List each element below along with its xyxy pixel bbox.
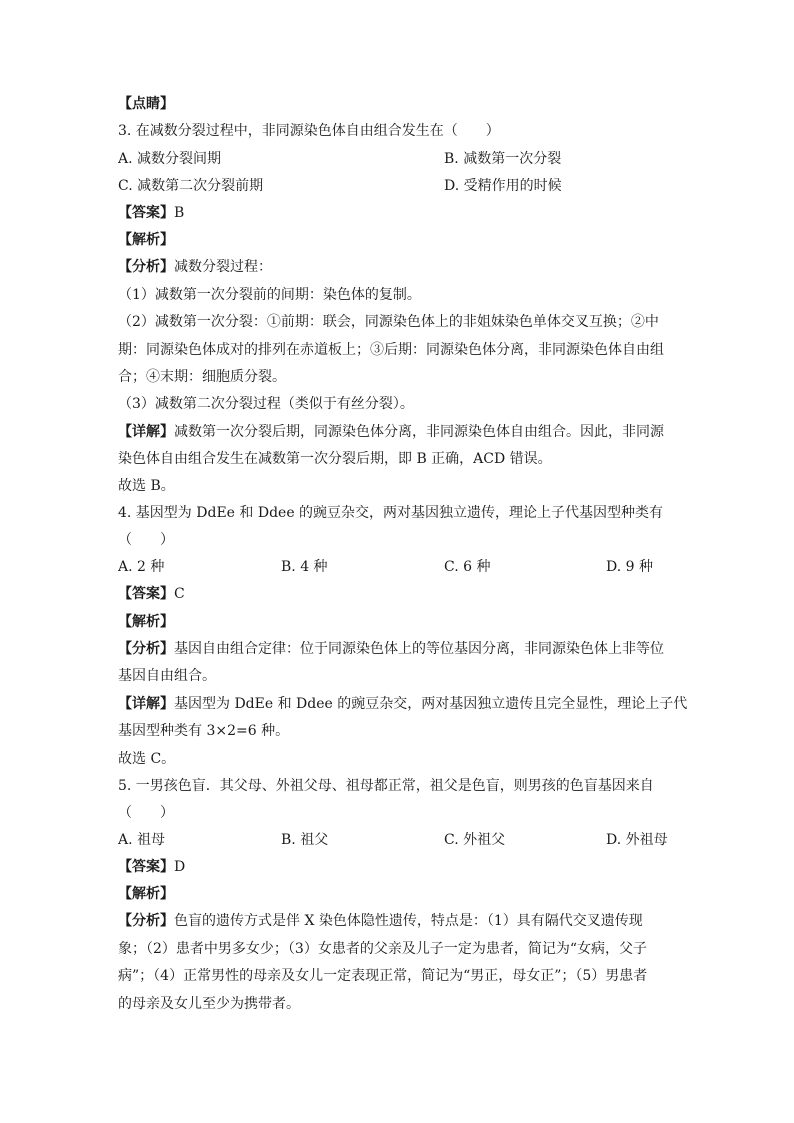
xiangjie-text: 基因型为 DdEe 和 Ddee 的豌豆杂交，两对基因独立遗传且完全显性，理论上子代 xyxy=(174,696,688,712)
q5-option-a: A. 祖母 xyxy=(118,832,166,848)
q3-fenxi xyxy=(118,257,272,277)
q4-option-d: D. 9 种 xyxy=(606,559,653,575)
fenxi-text: 减数分裂过程： xyxy=(174,259,272,275)
q4-option-c: C. 6 种 xyxy=(444,559,491,575)
q3-line-1: （1）减数第一次分裂前的间期：染色体的复制。 xyxy=(118,287,421,303)
q3-line-4: 合；④末期：细胞质分裂。 xyxy=(118,369,286,385)
q4-conclusion: 故选 C。 xyxy=(118,751,176,767)
xiangjie-tag: 【详解】 xyxy=(118,696,174,712)
q5-option-c: C. 外祖父 xyxy=(444,832,506,848)
q4-option-b: B. 4 种 xyxy=(281,559,328,575)
dianjing-tag: 【点睛】 xyxy=(118,96,174,112)
q5-fenxi-4: 的母亲及女儿至少为携带者。 xyxy=(118,996,300,1012)
q3-option-c: C. 减数第二次分裂前期 xyxy=(118,178,264,194)
q5-option-b: B. 祖父 xyxy=(281,832,329,848)
fenxi-tag: 【分析】 xyxy=(118,259,174,275)
q3-stem: 3. 在减数分裂过程中，非同源染色体自由组合发生在（ ） xyxy=(118,123,500,139)
answer-value: C xyxy=(174,586,185,602)
q3-option-d: D. 受精作用的时候 xyxy=(444,178,562,194)
fenxi-tag: 【分析】 xyxy=(118,913,174,929)
q3-line-2: （2）减数第一次分裂：①前期：联会，同源染色体上的非姐妹染色单体交叉互换；②中 xyxy=(118,314,659,330)
q3-answer xyxy=(118,203,184,223)
q4-option-a: A. 2 种 xyxy=(118,559,165,575)
q3-jiexi-tag: 【解析】 xyxy=(118,232,174,248)
fenxi-text: 色盲的遗传方式是伴 X 染色体隐性遗传，特点是：（1）具有隔代交叉遗传现 xyxy=(174,913,643,929)
q5-answer xyxy=(118,857,185,877)
q4-answer xyxy=(118,584,185,604)
q5-stem-paren: （ ） xyxy=(118,805,174,821)
q5-jiexi-tag: 【解析】 xyxy=(118,886,174,902)
q4-stem-paren: （ ） xyxy=(118,532,174,548)
q3-line-3: 期：同源染色体成对的排列在赤道板上；③后期：同源染色体分离，非同源染色体自由组 xyxy=(118,342,664,358)
q3-option-b: B. 减数第一次分裂 xyxy=(444,151,562,167)
answer-value: B xyxy=(174,205,185,221)
q4-fenxi-2: 基因自由组合。 xyxy=(118,668,216,684)
q3-xiangjie-2: 染色体自由组合发生在减数第一次分裂后期，即 B 正确，ACD 错误。 xyxy=(118,451,552,467)
q3-xiangjie xyxy=(118,422,664,442)
xiangjie-tag: 【详解】 xyxy=(118,424,174,440)
q5-stem: 5. 一男孩色盲．其父母、外祖父母、祖母都正常，祖父是色盲，则男孩的色盲基因来自 xyxy=(118,778,654,794)
q5-fenxi xyxy=(118,911,643,931)
fenxi-tag: 【分析】 xyxy=(118,641,174,657)
answer-tag: 【答案】 xyxy=(118,859,174,875)
q4-fenxi xyxy=(118,639,664,659)
answer-value: D xyxy=(174,859,186,875)
fenxi-text: 基因自由组合定律：位于同源染色体上的等位基因分离，非同源染色体上非等位 xyxy=(174,641,664,657)
answer-tag: 【答案】 xyxy=(118,586,174,602)
q5-fenxi-3: 病”；（4）正常男性的母亲及女儿一定表现正常，简记为“男正，母女正”；（5）男患者 xyxy=(118,968,648,984)
q4-xiangjie xyxy=(118,694,687,714)
q4-jiexi-tag: 【解析】 xyxy=(118,614,174,630)
q3-option-a: A. 减数分裂间期 xyxy=(118,151,222,167)
q4-xiangjie-2: 基因型种类有 3×2=6 种。 xyxy=(118,723,290,739)
q4-stem: 4. 基因型为 DdEe 和 Ddee 的豌豆杂交，两对基因独立遗传，理论上子代基因型种类有 xyxy=(118,505,664,521)
q5-option-d: D. 外祖母 xyxy=(606,832,668,848)
q3-conclusion: 故选 B。 xyxy=(118,478,175,494)
q3-line-5: （3）减数第二次分裂过程（类似于有丝分裂）。 xyxy=(118,396,414,412)
xiangjie-text: 减数第一次分裂后期，同源染色体分离，非同源染色体自由组合。因此，非同源 xyxy=(174,424,664,440)
q5-fenxi-2: 象；（2）患者中男多女少；（3）女患者的父亲及儿子一定为患者，简记为“女病，父子 xyxy=(118,941,647,957)
answer-tag: 【答案】 xyxy=(118,205,174,221)
